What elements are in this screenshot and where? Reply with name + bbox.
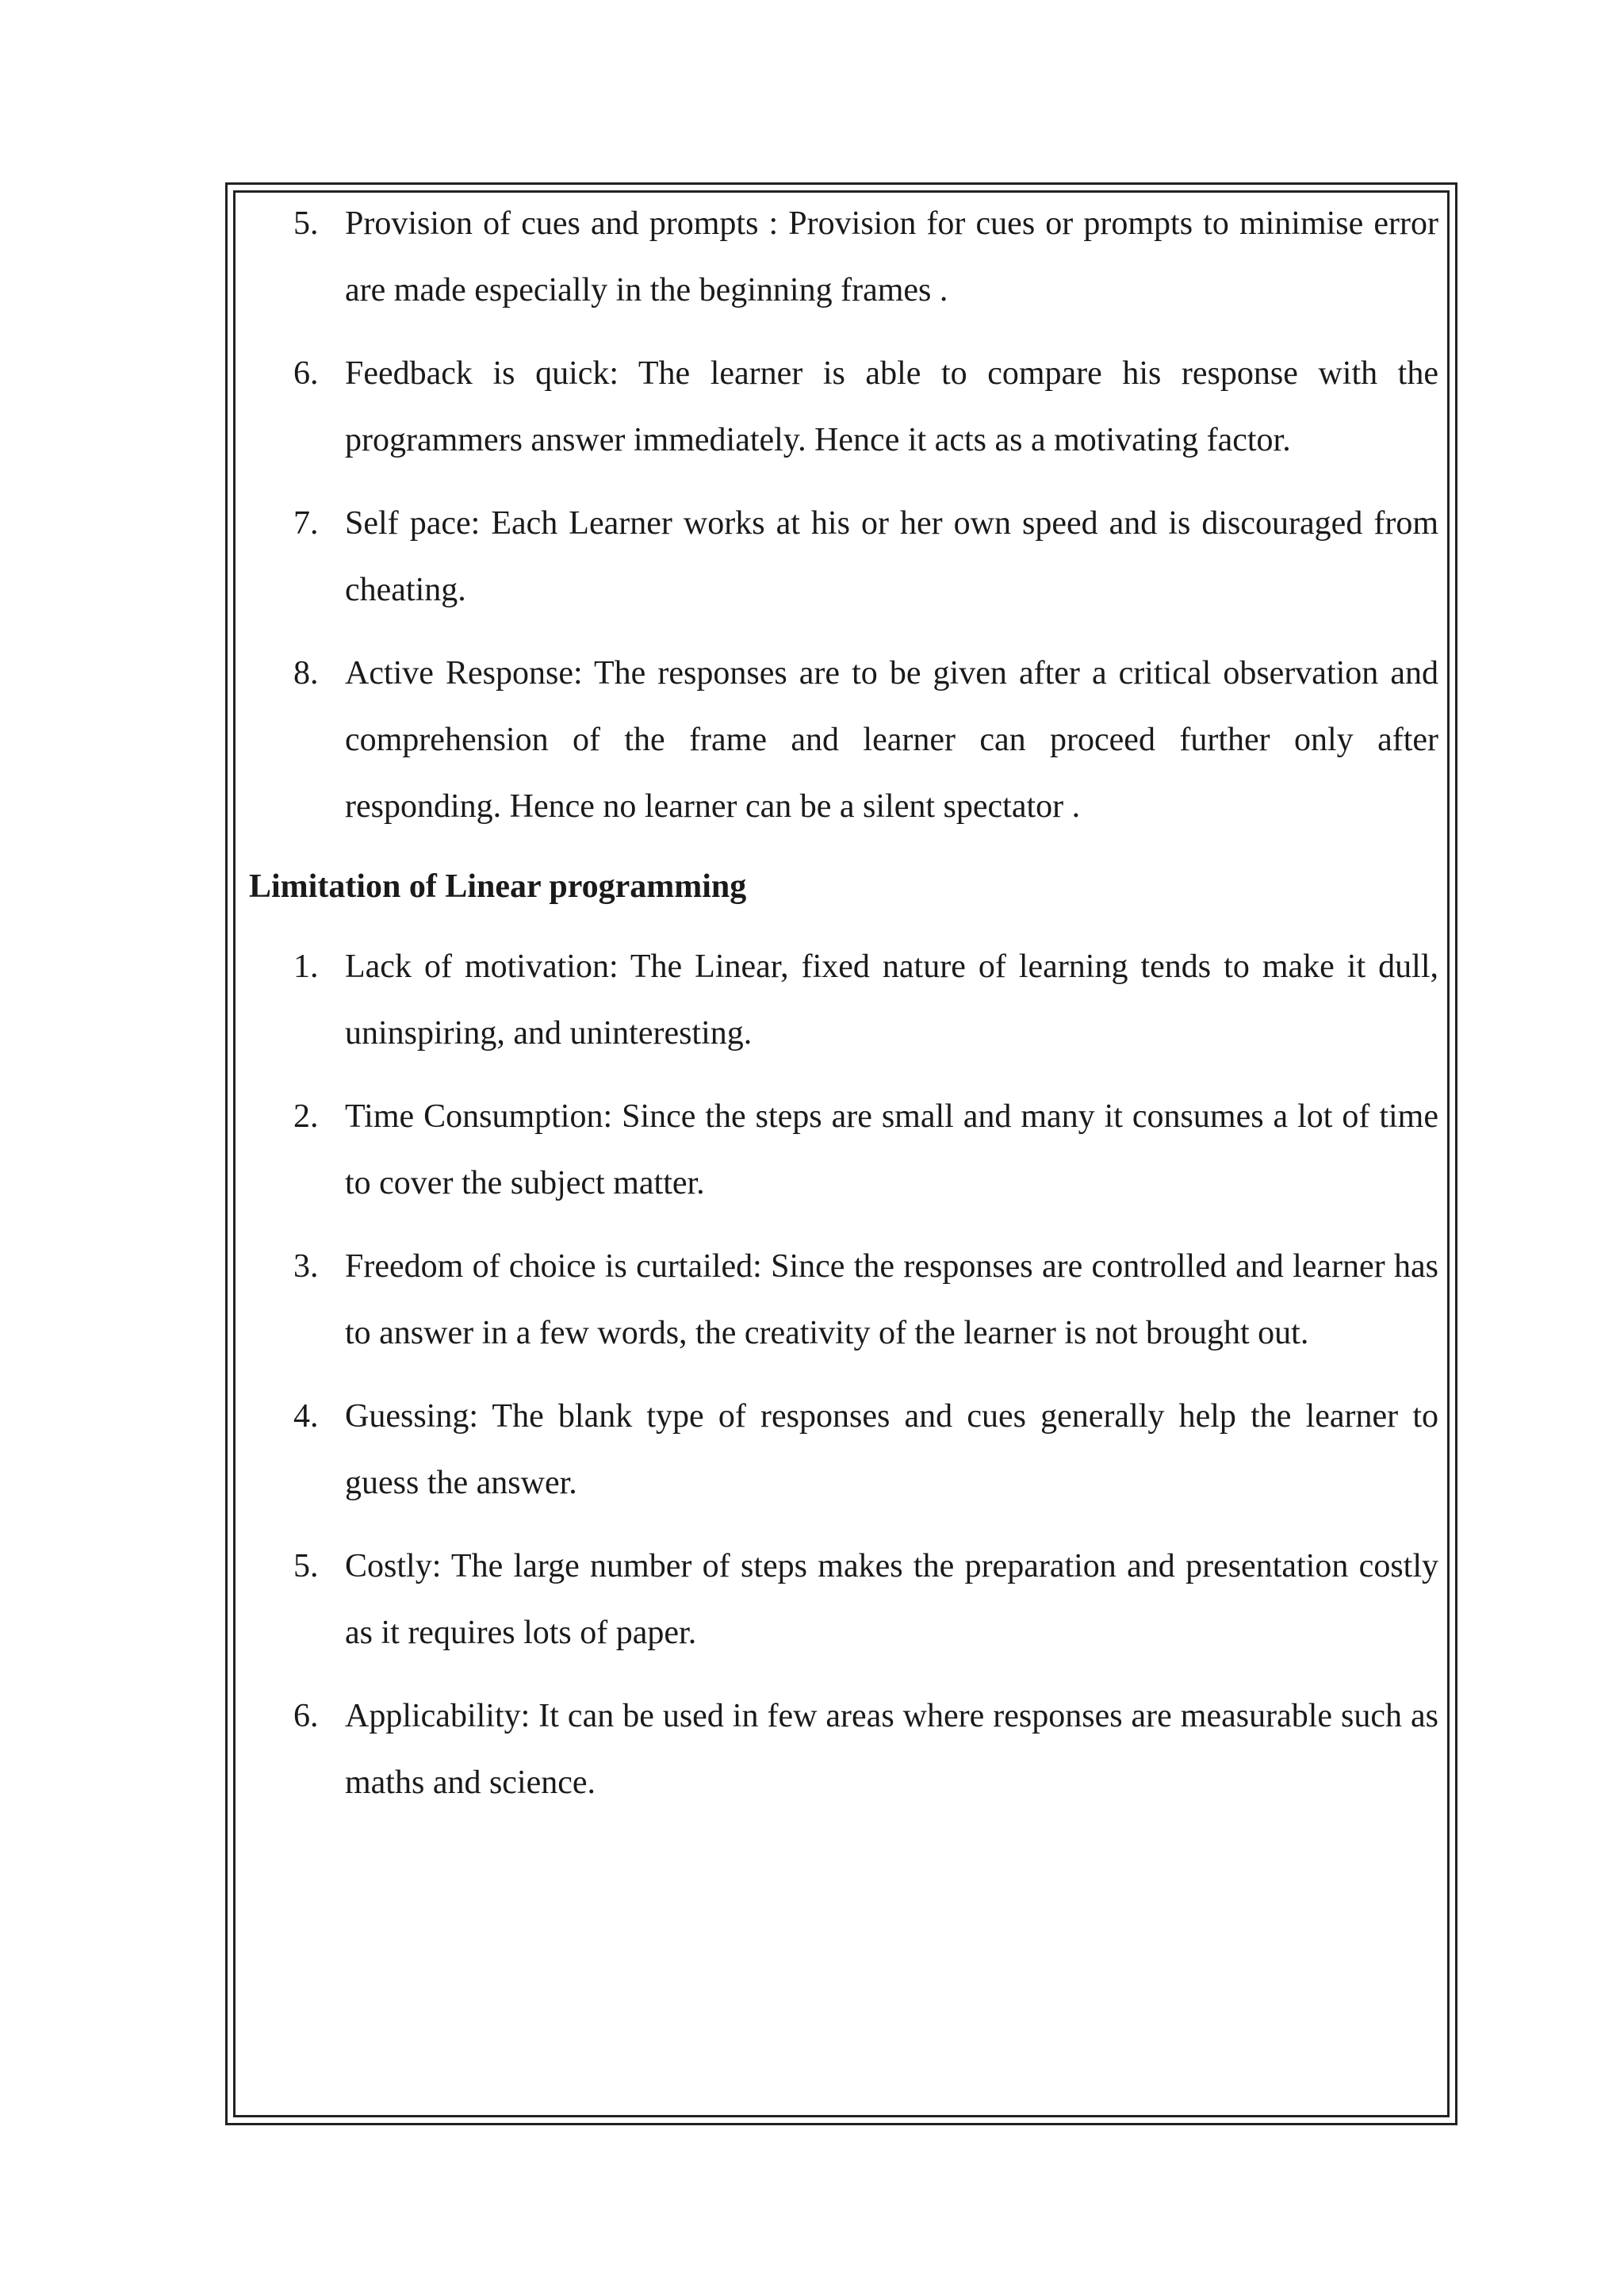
- item-text: Feedback is quick: The learner is able to compare his response with the programmers answer immediately. Hence it acts as a motivating factor.: [345, 355, 1438, 458]
- item-number: 3.: [293, 1248, 319, 1285]
- item-number: 4.: [293, 1398, 319, 1435]
- item-number: 5.: [293, 1548, 319, 1584]
- limitations-list: [241, 933, 1438, 1816]
- item-text: Costly: The large number of steps makes the preparation and presentation costly as it requires lots of paper.: [345, 1548, 1438, 1651]
- item-number: 1.: [293, 948, 319, 985]
- list-item: [241, 1683, 1438, 1816]
- item-text: Freedom of choice is curtailed: Since the responses are controlled and learner has to answer in a few words, the creativity of the learner is not brought out.: [345, 1248, 1438, 1351]
- list-item: [241, 1383, 1438, 1516]
- list-item: [241, 340, 1438, 473]
- list-item: [241, 640, 1438, 840]
- item-number: 2.: [293, 1098, 319, 1135]
- item-text: Self pace: Each Learner works at his or her own speed and is discouraged from cheating.: [345, 505, 1438, 608]
- list-item: [241, 490, 1438, 623]
- list-item: [241, 1533, 1438, 1666]
- item-number: 7.: [293, 505, 319, 542]
- page-content: [241, 190, 1438, 1833]
- item-text: Time Consumption: Since the steps are small and many it consumes a lot of time to cover the subject matter.: [345, 1098, 1438, 1201]
- list-item: [241, 1233, 1438, 1366]
- item-number: 6.: [293, 1698, 319, 1734]
- list-item: [241, 1083, 1438, 1216]
- section-heading: Limitation of Linear programming: [249, 868, 747, 905]
- list-item: [241, 933, 1438, 1067]
- item-number: 8.: [293, 655, 319, 692]
- item-number: 5.: [293, 205, 319, 242]
- item-text: Lack of motivation: The Linear, fixed nature of learning tends to make it dull, uninspiring, and uninteresting.: [345, 948, 1438, 1052]
- item-text: Provision of cues and prompts : Provision for cues or prompts to minimise error are made especially in the beginning frames .: [345, 205, 1438, 308]
- item-text: Active Response: The responses are to be given after a critical observation and comprehension of the frame and learner can proceed further only after responding. Hence no learner can be a silent spectator .: [345, 655, 1438, 825]
- list-item: [241, 190, 1438, 324]
- features-list: [241, 190, 1438, 840]
- item-text: Applicability: It can be used in few areas where responses are measurable such as maths and science.: [345, 1698, 1438, 1801]
- item-number: 6.: [293, 355, 319, 392]
- item-text: Guessing: The blank type of responses and cues generally help the learner to guess the answer.: [345, 1398, 1438, 1501]
